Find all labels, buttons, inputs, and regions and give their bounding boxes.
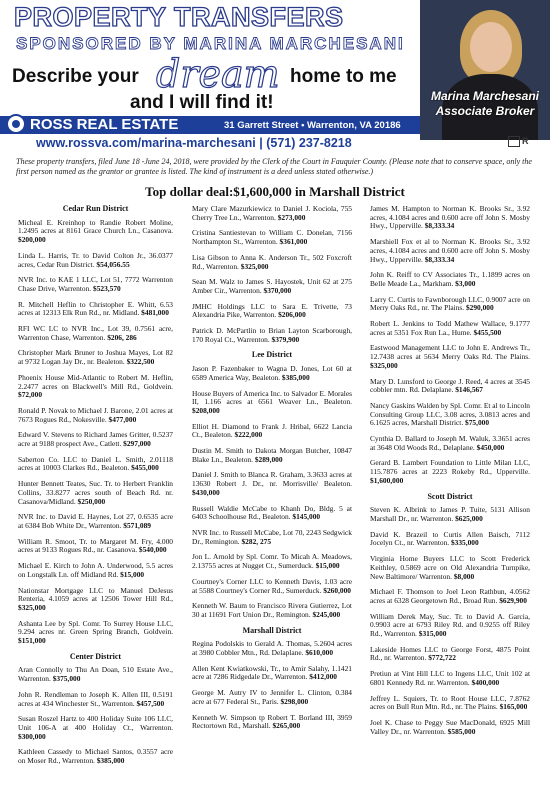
transfer-text: Kenneth W. Baum to Francisco Rivera Gutierrez, Lot 30 at 11691 Fort Union Dr., Remington. xyxy=(192,601,352,619)
transfer-entry xyxy=(370,205,530,231)
transfer-price: $297,000 xyxy=(123,439,151,449)
transfer-text: Steven K. Albrink to James P. Tuite, 5131 Allison Marshall Dr., nr. Warrenton. xyxy=(370,505,530,523)
slogan-find: and I will find it! xyxy=(130,92,274,113)
brand-name: ROSS REAL ESTATE xyxy=(30,116,179,133)
transfer-price: $1,600,000 xyxy=(370,475,404,485)
transfer-text: Nancy Gaskins Walden by Spl. Comr. Et al to Lincoln Consulting Group LLC, 3.08 acres, 3.0813 acres and 6.1625 acres, Marshall District. xyxy=(370,400,530,428)
transfer-price: $151,000 xyxy=(18,636,46,646)
transfer-text: Larry C. Curtis to Fawnborough LLC, 0.9007 acre on Merry Oaks Rd., nr. The Plains. xyxy=(370,294,530,313)
transfer-text: R. Mitchell Heflin to Christopher E. Whitt, 6.53 acres at 12313 Elk Run Rd., nr. Midland. xyxy=(18,299,173,318)
transfer-price: $370,000 xyxy=(263,285,292,295)
transfer-price: $15,000 xyxy=(120,569,145,579)
transfer-price: $477,000 xyxy=(108,414,137,424)
transfer-text: Edward V. Stevens to Richard James Gritter, 0.5237 acre at 9188 prospect Ave., Catlett. xyxy=(18,430,173,449)
transfer-text: Susan Roszel Hartz to 400 Holiday Suite 106 LLC, Unit 106-A at 400 Holiday Ct., Warrenton. xyxy=(18,714,173,732)
transfer-price: $54,056.55 xyxy=(96,259,130,269)
banner-sponsor: SPONSORED BY MARINA MARCHESANI xyxy=(16,34,405,53)
slogan-home: home to me xyxy=(290,66,397,87)
transfer-price: $15,000 xyxy=(315,561,340,571)
transfer-price: $385,000 xyxy=(96,756,125,766)
transfer-price: $298,000 xyxy=(280,696,309,706)
transfer-entry xyxy=(18,219,173,245)
transfer-text: Cynthia D. Ballard to Joseph M. Waluk, 3.3651 acres at 3648 Old Woods Rd., Delaplane. xyxy=(370,434,530,452)
transfer-text: Daniel J. Smith to Blanca R. Graham, 3.3633 acres at 13630 Robert J. Dr., nr. Morrisville/ Bealeton. xyxy=(192,470,352,489)
transfer-entry xyxy=(370,531,530,548)
transfer-entry xyxy=(370,670,530,687)
transfer-text: Mary D. Lunsford to George J. Reed, 4 acres at 3545 cobbler mtn. Rd. Delaplane. xyxy=(370,376,530,395)
transfer-entry xyxy=(370,435,530,452)
transfer-price: $523,570 xyxy=(93,283,121,293)
transfer-text: NVR Inc. to KAE 1 LLC, Lot 51, 7772 Warrenton Chase Drive, Warrenton. xyxy=(18,275,173,293)
transfer-entry xyxy=(192,327,352,344)
transfer-entry xyxy=(192,423,352,440)
transfer-price: $481,000 xyxy=(141,308,169,318)
transfer-price: $200,000 xyxy=(18,235,46,245)
transfer-entry xyxy=(18,456,173,473)
transfer-price: $260,000 xyxy=(323,585,351,595)
transfer-price: $455,500 xyxy=(473,327,502,337)
transfer-entry xyxy=(18,748,173,765)
transfer-text: Lakeside Homes LLC to George Forst, 4875 Point Rd., nr. Warrenton. xyxy=(370,644,530,663)
transfer-entry xyxy=(18,513,173,530)
transfer-text: Pretiun at Vint Hill LLC to Ingens LLC, Unit 102 at 6801 Kennedy Rd. nr. Warrenton. xyxy=(370,669,530,687)
transfer-entry xyxy=(18,715,173,741)
agent-face xyxy=(470,22,512,72)
transfer-text: James M. Hampton to Norman K. Brooks Sr., 3.92 acres, 4.1084 acres and 0.600 acre off John S. Mosby Hwy., Upperville. xyxy=(370,204,530,231)
transfer-entry xyxy=(192,640,352,657)
transfer-text: Phoenix House Mid-Atlantic to Robert M. Heflin, 2.2477 acres on Blackwell's Mill Rd., Goldvein. xyxy=(18,372,173,391)
district-heading: Scott District xyxy=(427,491,473,501)
transfer-price: $8,333.34 xyxy=(424,254,455,264)
transfer-price: $325,000 xyxy=(240,261,269,271)
transfer-text: Marshiell Fox et al to Norman K. Brooks Sr., 3.92 acres, 4.1084 acres and 0.600 acre off John S. Mosby Hwy., Upperville. xyxy=(370,237,530,264)
transfer-entry xyxy=(370,459,530,485)
transfer-text: John R. Rendleman to Joseph K. Allen III, 0.5191 acres at 434 Winchester St., Warrenton. xyxy=(18,689,173,708)
transfer-entry xyxy=(370,506,530,523)
transfer-text: NVR Inc. to Russell McCabe, Lot 70, 2243 Sedgwick Dr., Remington. xyxy=(192,527,352,546)
district-heading: Center District xyxy=(69,651,122,661)
transfer-text: RFI WC LC to NVR Inc., Lot 39, 0.7561 acre, Warrenton Chase, Warrenton. xyxy=(18,324,173,342)
transfer-entry xyxy=(192,390,352,416)
transfer-entry xyxy=(18,407,173,424)
transfer-text: Lisa Gibson to Anna K. Anderson Tr., 502 Foxcroft Rd., Warrenton. xyxy=(192,252,352,271)
transfer-entry xyxy=(192,229,352,246)
transfer-price: $430,000 xyxy=(192,487,220,497)
banner xyxy=(0,0,550,152)
transfer-price: $146,567 xyxy=(455,385,483,395)
transfer-price: $455,000 xyxy=(131,463,159,473)
transfer-price: $400,000 xyxy=(471,677,500,687)
transfer-price: $571,089 xyxy=(123,520,151,530)
transfer-entry xyxy=(370,344,530,370)
transfer-text: Gerard B. Lambert Foundation to Little Milan LLC, 115.7876 acres at 2223 Rokeby Rd., Upperville. xyxy=(370,458,530,477)
brand-address: 31 Garrett Street • Warrenton, VA 20186 xyxy=(224,120,401,131)
equal-housing-icon xyxy=(508,136,538,148)
transfer-price: $206,000 xyxy=(278,310,306,320)
transfer-entry xyxy=(192,665,352,682)
transfer-price: $265,000 xyxy=(272,721,301,731)
transfer-entry xyxy=(370,296,530,313)
transfer-entry xyxy=(192,303,352,320)
transfer-price: $629,900 xyxy=(499,595,527,605)
column-1 xyxy=(18,205,173,773)
transfer-entry xyxy=(192,365,352,382)
transfer-entry xyxy=(18,587,173,613)
transfer-price: $72,000 xyxy=(18,390,43,400)
transfer-price: $412,000 xyxy=(309,672,337,682)
transfer-entry xyxy=(18,666,173,683)
transfer-price: $245,000 xyxy=(312,609,341,619)
transfer-price: $772,722 xyxy=(428,653,456,663)
transfer-text: Allen Kent Kwiatkowski, Tr., to Amir Salahy, 1.1421 acre at 7286 Ridgedale Dr., Warrenton. xyxy=(192,663,352,682)
transfer-price: $165,000 xyxy=(499,702,528,712)
transfer-entry xyxy=(192,602,352,619)
transfer-price: $315,000 xyxy=(418,629,447,639)
transfer-entry xyxy=(18,276,173,293)
transfer-entry xyxy=(192,578,352,595)
transfer-price: $610,000 xyxy=(305,648,334,658)
transfer-text: Cristina Santiestevan to William C. Donelan, 7156 Northampton St., Warrenton. xyxy=(192,228,352,247)
transfer-entry xyxy=(18,691,173,708)
agent-photo xyxy=(420,0,550,140)
transfer-entry xyxy=(18,562,173,579)
transfer-price: $325,000 xyxy=(370,360,398,370)
transfer-price: $282, 275 xyxy=(241,536,272,546)
transfer-text: Regina Podolskis to Gerald A. Thomas, 5.2604 acres at 3980 Cobbler Mtn., Rd. Delaplane. xyxy=(192,639,352,658)
transfer-text: Jeffrey L. Squiers, Tr. to Root House LLC, 7.8762 acres on Bull Run Mtn. Rd., nr. The Plains. xyxy=(370,693,530,712)
transfer-text: Russell Waldie McCabe to Khanh Do, Bldg. 5 at 6403 Schoolhouse Rd., Bealeton. xyxy=(192,503,352,522)
transfer-entry xyxy=(18,538,173,555)
banner-title: PROPERTY TRANSFERS xyxy=(14,2,344,32)
transfer-text: Virginia Home Buyers LLC to Scott Frederick Keithley, 0.5869 acre on Old Alexandria Turnpike, New Baltimore/ Warrenton. xyxy=(370,554,530,581)
transfer-text: Saberton Co. LLC to Daniel L. Smith, 2.01118 acres at 10003 Clarkes Rd., Bealeton. xyxy=(18,454,173,473)
transfer-entry xyxy=(18,325,173,342)
transfer-price: $450,000 xyxy=(476,442,505,452)
transfer-price: $385,000 xyxy=(281,372,310,382)
district-heading: Lee District xyxy=(251,350,293,360)
transfer-entry xyxy=(18,620,173,646)
transfer-text: JMHC Holdings LLC to Sara E. Trivette, 73 Alexandria Pike, Warrenton. xyxy=(192,301,352,320)
transfer-text: Aran Connolly to Thu An Doan, 510 Estate Ave., Warrenton. xyxy=(18,665,173,684)
transfer-price: $289,000 xyxy=(254,454,283,464)
transfer-text: George M. Autry IV to Jennifer L. Clinton, 0.384 acre at 677 Federal St., Paris. xyxy=(192,688,352,706)
transfer-price: $335,000 xyxy=(450,538,479,548)
slogan-describe: Describe your xyxy=(12,66,139,87)
transfer-entry xyxy=(370,646,530,663)
transfer-price: $3,000 xyxy=(455,278,476,288)
transfer-price: $325,000 xyxy=(18,602,46,612)
district-heading: Cedar Run District xyxy=(62,204,129,213)
transfer-price: $208,000 xyxy=(192,405,220,415)
transfer-text: Sean M. Walz to James S. Hayostek, Unit 62 at 275 Amber Cir., Warrenton. xyxy=(192,277,352,295)
transfer-text: David K. Brazeil to Curtis Allen Baisch, 7112 Jocelyn Ct., nr. Warrenton. xyxy=(370,529,530,548)
transfer-text: Linda L. Harris, Tr. to David Colton Jr., 36.0377 acres, Cedar Run District. xyxy=(18,250,173,269)
transfer-entry xyxy=(370,555,530,581)
slogan-dream: dream xyxy=(156,52,280,96)
transfer-entry xyxy=(370,271,530,288)
transfer-entry xyxy=(18,374,173,400)
transfer-entry xyxy=(370,588,530,605)
ross-logo-icon xyxy=(6,114,26,134)
transfer-price: $540,000 xyxy=(138,545,167,555)
transfer-entry xyxy=(18,349,173,366)
transfer-text: William Derek May, Suc. Tr. to David A. Garcia, 0.9903 acre at 6793 Riley Rd. and 0.9255 off Riley Rd., Warrenton. xyxy=(370,611,530,639)
transfer-price: $625,000 xyxy=(455,513,483,523)
transfer-text: Ronald P. Novak to Michael J. Barone, 2.01 acres at 7673 Rogues Rd., Nokesville. xyxy=(18,405,173,424)
transfer-entry xyxy=(192,447,352,464)
transfer-text: John K. Reiff to CV Associates Tr., 1.1899 acres on Belle Meade La., Markham. xyxy=(370,270,530,288)
transfer-price: $206, 286 xyxy=(107,332,137,342)
transfer-text: Patrick D. McPartlin to Brian Layton Scarborough, 170 Royal Ct., Warrenton. xyxy=(192,326,352,344)
transfer-text: House Buyers of America Inc. to Salvador E. Morales II, 1.166 acres at 6561 Weaver Ln., Bealeton. xyxy=(192,388,352,407)
transfer-text: Kenneth W. Simpson tp Robert T. Borland III, 3959 Rectortown Rd., Marshall. xyxy=(192,712,352,731)
transfer-text: Michael E. Kirch to John A. Underwood, 5.5 acres on Longstalk Ln. off Midland Rd. xyxy=(18,561,173,579)
transfer-price: $361,000 xyxy=(279,237,308,247)
eho-box xyxy=(508,136,520,147)
transfer-entry xyxy=(192,471,352,497)
transfer-text: Micheal E. Kreinhop to Randie Robert Moline, 1.2495 acres at 8161 Grace Church Ln., Casanova. xyxy=(18,217,173,236)
transfer-entry xyxy=(370,402,530,428)
transfer-entry xyxy=(370,695,530,712)
transfer-entry xyxy=(370,378,530,395)
transfer-entry xyxy=(192,278,352,295)
transfer-text: William R. Smoot, Tr. to Margaret M. Fry, 4.000 acres at 9133 Rogues Rd., nr. Casanova. xyxy=(18,536,173,555)
district-heading: Marshall District xyxy=(242,625,302,635)
transfer-price: $222,000 xyxy=(234,430,263,440)
transfer-text: Kathleen Cassedy to Michael Santos, 0.3557 acre on Moser Rd., Warrenton. xyxy=(18,747,173,766)
transfer-price: $8,333.34 xyxy=(424,221,455,231)
transfer-text: Nationstar Mortgage LLC to Manuel DeJesus Renteria, 4.1059 acres at 12506 Tower Hill Rd., xyxy=(18,585,173,604)
transfer-price: $273,000 xyxy=(277,212,306,222)
column-3 xyxy=(370,205,530,743)
transfer-entry xyxy=(370,613,530,639)
transfer-price: $145,000 xyxy=(292,512,321,522)
transfer-price: $322,500 xyxy=(126,357,155,367)
transfer-entry xyxy=(370,320,530,337)
transfer-price: $75,000 xyxy=(465,418,490,428)
agent-name: Marina Marchesani xyxy=(430,89,540,103)
transfer-entry xyxy=(192,505,352,522)
column-2 xyxy=(192,205,352,738)
transfer-text: Jon L. Arnold by Spl. Comr. To Micah A. Meadows, 2.13755 acres at Nugget Ct., Sumerduck. xyxy=(192,552,352,571)
transfer-text: Ashanta Lee by Spl. Comr. To Surrey House LLC, 9.294 acres nr. Green Spring Branch, Goldvein. xyxy=(18,618,173,637)
transfer-entry xyxy=(18,252,173,269)
transfer-price: $585,000 xyxy=(447,726,476,736)
transfer-entry xyxy=(18,431,173,448)
transfer-text: Christopher Mark Bruner to Joshua Mayes, Lot 82 at 9732 Logan Jay Dr., nr. Bealeton. xyxy=(18,348,173,367)
agent-role: Associate Broker xyxy=(435,104,535,118)
transfer-text: Elliot H. Diamond to Frank J. Hribal, 6622 Lancia Ct., Bealeton. xyxy=(192,421,352,440)
transfer-price: $250,000 xyxy=(77,496,106,506)
transfer-price: $290,000 xyxy=(465,303,494,313)
transfer-text: Mary Clare Mazurkiewicz to Daniel J. Kociola, 755 Cherry Tree Ln., Warrenton. xyxy=(192,204,352,222)
transfer-entry xyxy=(18,301,173,318)
transfer-text: Jason P. Fazenbaker to Wagna D. Jones, Lot 60 at 6589 America Way, Bealeton. xyxy=(192,364,352,382)
transfer-price: $375,000 xyxy=(52,674,81,684)
transfer-entry xyxy=(192,689,352,706)
transfer-entry xyxy=(192,254,352,271)
transfer-entry xyxy=(370,238,530,264)
transfer-text: Eastwood Management LLC to John E. Andrews Tr., 12.7438 acres at 5634 Merry Oaks Rd. The Plains. xyxy=(370,343,530,362)
transfer-entry xyxy=(18,480,173,506)
realtor-mark: R xyxy=(522,136,529,146)
headline: Top dollar deal:$1,600,000 in Marshall District xyxy=(145,184,405,199)
transfer-price: $8,000 xyxy=(453,571,475,581)
transfer-entry xyxy=(192,714,352,731)
transfer-text: Robert L. Jenkins to Todd Mathew Wallace, 9.1777 acres at 5351 Fox Run La., Hume. xyxy=(370,319,530,337)
contact-line[interactable]: www.rossva.com/marina-marchesani | (571) 237-8218 xyxy=(36,136,352,150)
transfer-text: Dustin M. Smith to Dakota Morgan Butcher, 10847 Blake Ln., Bealeton. xyxy=(192,446,352,464)
transfer-entry xyxy=(192,205,352,222)
transfer-text: NVR Inc. to David E. Haynes, Lot 27, 0.6535 acre at 6384 Bob White Dr., Warrenton. xyxy=(18,512,173,530)
transfer-price: $379,900 xyxy=(271,334,300,344)
transfer-text: Courtney's Corner LLC to Kenneth Davis, 1.03 acre at 5588 Courtney's Corner Rd., Sumerduck. xyxy=(192,576,352,595)
transfer-price: $457,500 xyxy=(136,698,165,708)
transfer-entry xyxy=(192,553,352,570)
transfer-text: Joel K. Chase to Peggy Sue MacDonald, 6925 Mill Valley Dr., nr. Warrenton. xyxy=(370,717,530,736)
transfer-entry xyxy=(370,719,530,736)
transfer-text: Michael F. Thomson to Joel Leon Rathbun, 4.0562 acres at 6328 Georgetown Rd., Broad Run. xyxy=(370,587,530,605)
transfer-price: $300,000 xyxy=(18,731,46,741)
disclaimer: These property transfers, filed June 18 -June 24, 2018, were provided by the Clerk of the Court in Fauquier County. (Please note that to conserve space, only the first person named as the grantor or grantee is listed. The kind of instrument is a deed unless stated otherwise.) xyxy=(16,157,532,176)
transfer-entry xyxy=(192,529,352,546)
transfer-text: Hunter Bennett Teates, Suc. Tr. to Herbert Franklin Collins, 33.8277 acres south of Beach Rd. nr. Casanova/Midland. xyxy=(18,479,173,506)
